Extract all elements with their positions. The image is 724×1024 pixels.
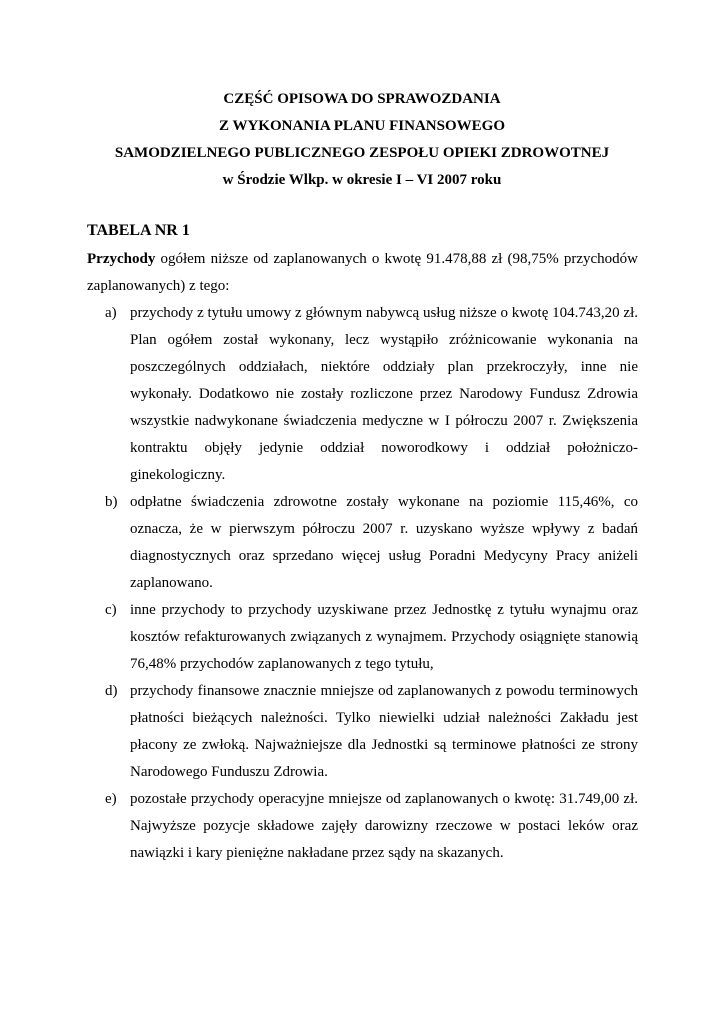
- list-item-text: przychody finansowe znacznie mniejsze od zaplanowanych z powodu terminowych płatności bieżących należności. Tylko niewielki udział należności Zakładu jest płacony ze zwłoką. Najważniejsze dla Jednostki są terminowe płatności ze strony Narodowego Funduszu Zdrowia.: [130, 683, 638, 780]
- report-body: [87, 246, 638, 867]
- title-line-2: Z WYKONANIA PLANU FINANSOWEGO: [218, 118, 505, 134]
- list-item-text: inne przychody to przychody uzyskiwane przez Jednostkę z tytułu wynajmu oraz kosztów refakturowanych związanych z wynajmem. Przychody osiągnięte stanowią 76,48% przychodów zaplanowanych z tego tytułu,: [130, 602, 638, 672]
- list-item: [87, 300, 638, 489]
- list-item: [87, 597, 638, 678]
- list-item: [87, 678, 638, 786]
- title-line-3: SAMODZIELNEGO PUBLICZNEGO ZESPOŁU OPIEKI ZDROWOTNEJ: [114, 145, 610, 161]
- list-item-marker: e): [105, 791, 117, 807]
- intro-bold-term: Przychody: [87, 251, 156, 267]
- list-item-text: pozostałe przychody operacyjne mniejsze od zaplanowanych o kwotę: 31.749,00 zł. Najwyższe pozycje składowe zajęły darowizny rzeczowe w postaci leków oraz nawiązki i kary pieniężne nakładane przez sądy na skazanych.: [130, 791, 638, 861]
- list-item-marker: c): [105, 602, 117, 618]
- list-item-text: odpłatne świadczenia zdrowotne zostały wykonane na poziomie 115,46%, co oznacza, że w pierwszym półroczu 2007 r. uzyskano wyższe wpływy z badań diagnostycznych oraz sprzedano więcej usług Poradni Medycyny Pracy aniżeli zaplanowano.: [130, 494, 638, 591]
- title-line-1: CZĘŚĆ OPISOWA DO SPRAWOZDANIA: [223, 91, 501, 107]
- list-item-text: przychody z tytułu umowy z głównym nabywcą usług niższe o kwotę 104.743,20 zł. Plan ogółem został wykonany, lecz wystąpiło zróżnicowanie wykonania na poszczególnych oddziałach, niektóre oddziały plan przekroczyły, inne nie wykonały. Dodatkowo nie zostały rozliczone przez Narodowy Fundusz Zdrowia wszystkie nadwykonane świadczenia medyczne w I półroczu 2007 r. Zwiększenia kontraktu objęły jedynie oddział noworodkowy i oddział położniczo-ginekologiczny.: [130, 305, 638, 483]
- table-heading: TABELA NR 1: [87, 222, 190, 239]
- title-line-4: w Środzie Wlkp. w okresie I – VI 2007 roku: [222, 172, 502, 188]
- list-item: [87, 489, 638, 597]
- list-item-marker: b): [105, 494, 118, 510]
- list-item-marker: a): [105, 305, 117, 321]
- intro-text: ogółem niższe od zaplanowanych o kwotę 91.478,88 zł (98,75% przychodów zaplanowanych) z tego:: [87, 251, 638, 294]
- list-item: [87, 786, 638, 867]
- intro-paragraph: [87, 246, 638, 300]
- revenue-items-list: [87, 300, 638, 867]
- list-item-marker: d): [105, 683, 118, 699]
- report-title: [0, 86, 724, 194]
